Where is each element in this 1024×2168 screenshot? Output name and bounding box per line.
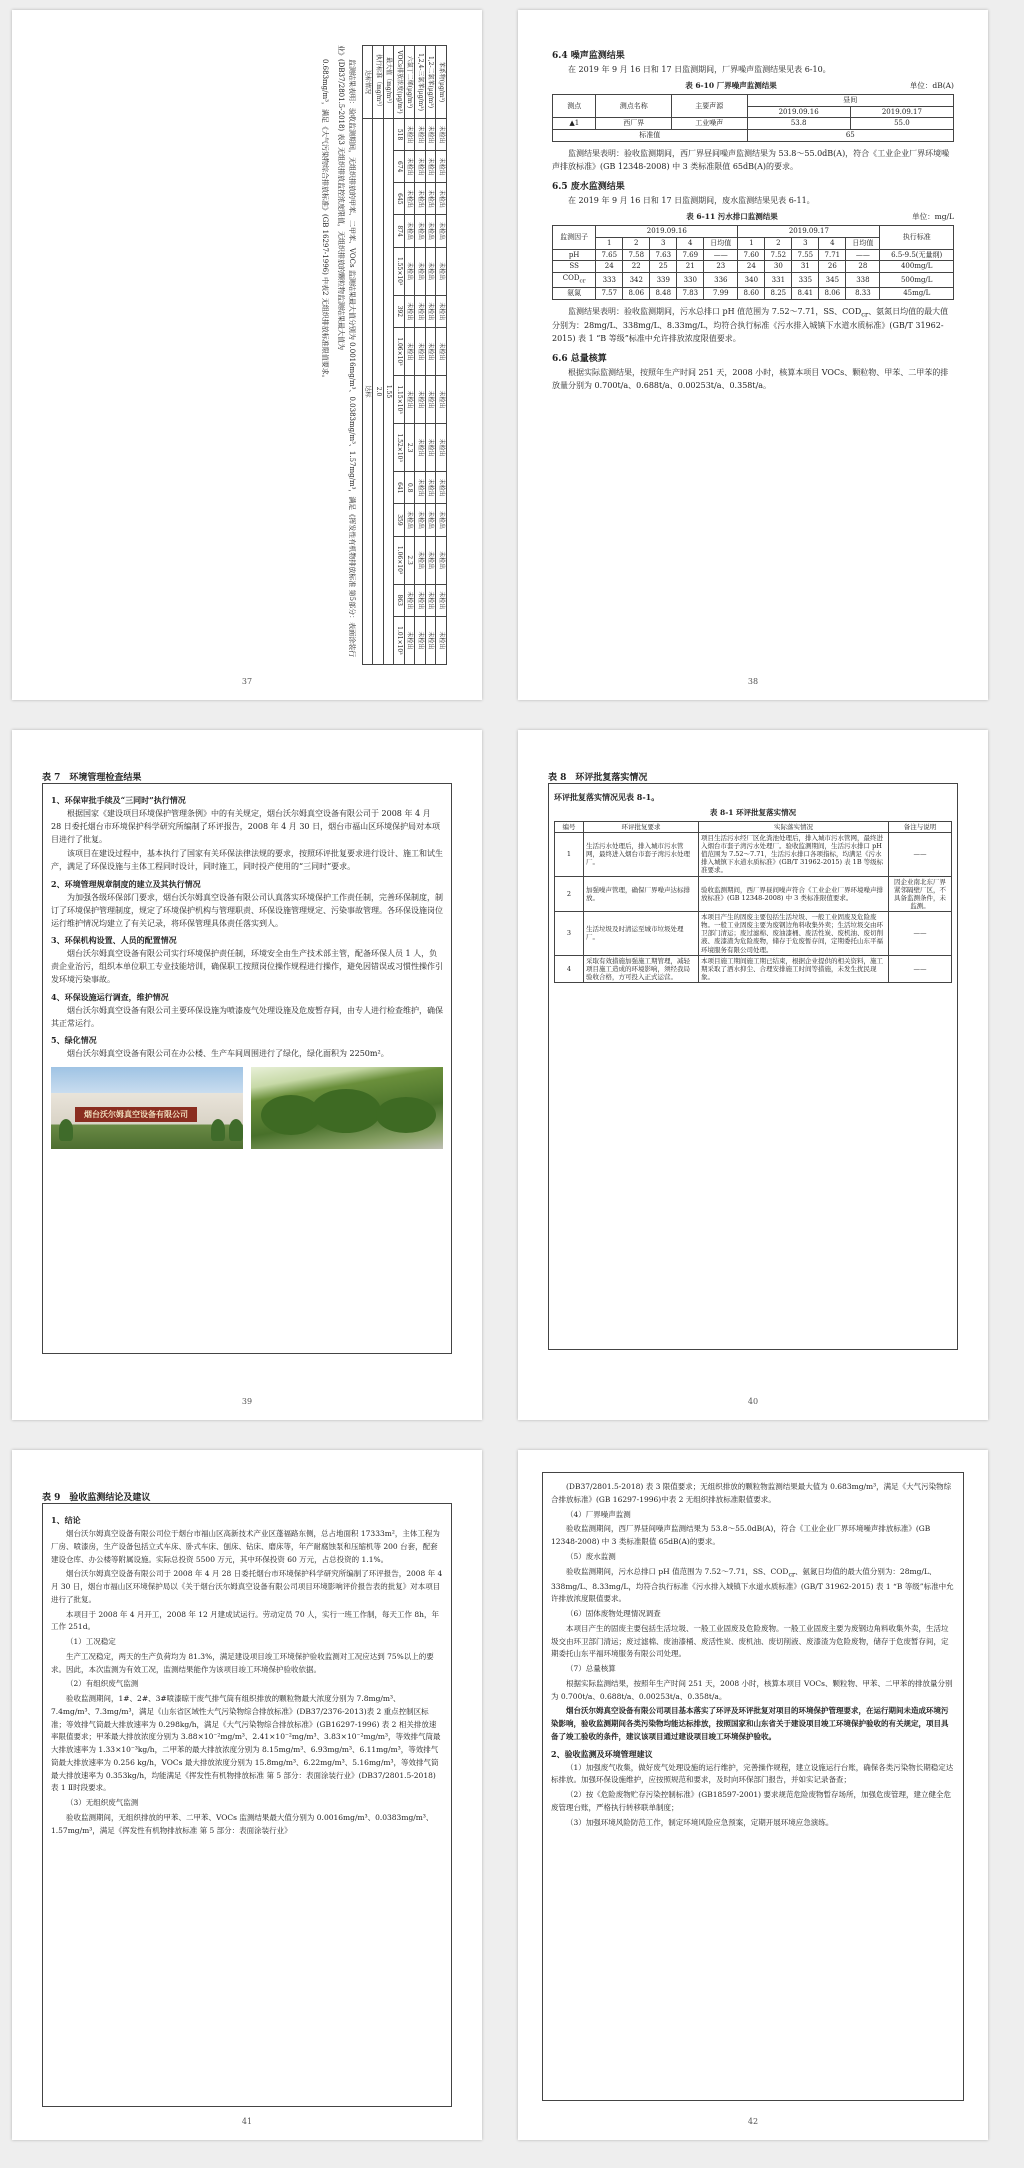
p4: 本项目产生的固废主要包括生活垃圾、一般工业固废及危险废物。一般工业固废主要为废钢边角料收集外卖，生活垃圾交由环卫部门清运；废过滤棉、废油漆桶、废活性炭、废机油、废切削液、废漆渣为危险废物，储存于危废暂存间，定期委托山东平福环境服务有限公司处理。 (551, 1623, 949, 1659)
page-37 (12, 10, 482, 700)
row-label: VOCs排放浓度(μg/m³) (394, 46, 405, 119)
th-avg: 日均值 (704, 237, 738, 249)
row-cell: 863 (394, 584, 405, 616)
approval-actual: 本项目产生的固废主要包括生活垃圾、一般工业固废及危险废物。一般工业固废主要为废钢边角料收集外卖；生活垃圾交由环卫部门清运；废过滤棉、废油漆桶、废活性炭、废机油、废切削液、废漆渣为危险废物，储存于危废暂存间，定期委托山东平福环境服务有限公司处理。 (699, 912, 889, 956)
row-cell: 未检出 (426, 183, 437, 215)
water-value: 7.57 (596, 287, 623, 299)
water-value: 330 (677, 273, 704, 288)
s5: 5、绿化情况 (51, 1035, 97, 1046)
water-value: 336 (704, 273, 738, 288)
conclusion: 烟台沃尔姆真空设备有限公司项目基本落实了环评及环评批复对项目的环境保护管理要求，在运行期间未造成环境污染影响，验收监测期间各类污染物均能达标排放，按照国家和山东省关于建设项目竣工环境保护验收的有关规定，项目具备了竣工验收的条件，建议该项目通过建设项目竣工环境保护验收。 (551, 1706, 949, 1741)
row-cell: 1.55×10³ (394, 247, 405, 295)
s1-p1: 根据国家《建设项目环境保护管理条例》中的有关规定，烟台沃尔姆真空设备有限公司于 2008 年 4 月 28 日委托烟台市环境保护科学研究所编制了环评报告，2008 年 4 月 30 日，烟台市福山区环境保护局对本项目进行了批复。 (51, 809, 441, 844)
noise-cell: 55.0 (850, 118, 953, 130)
bush-shape (376, 1097, 436, 1133)
sub2: （2）有组织废气监测 (66, 1679, 139, 1689)
water-value: 7.60 (738, 249, 765, 261)
approval-actual: 验收监测期间，西厂界昼间噪声符合《工业企业厂界环境噪声排放标准》(GB 12348-2008) 中 3 类标准限值要求。 (699, 876, 889, 912)
s1: 1、环保审批手续及“三同时”执行情况 (51, 795, 186, 805)
row-cell: 未检出 (436, 424, 447, 472)
water-table (552, 225, 954, 299)
page-41 (12, 1450, 482, 2140)
section-noise: 6.4 噪声监测结果 (552, 51, 625, 61)
approval-actual: 项目生活污水经厂区化粪池处理后，排入城市污水管网，最终进入烟台市套子湾污水处理厂。验收监测期间，生活污水排口 pH 值范围为 7.52～7.71，生活污水排口各项指标，均满足《污水排入城镇下水道水质标准》(GB/T 31962-2015) 表 1B 等级标准要求。 (699, 832, 889, 876)
p5: 根据实际监测结果，按照年生产时间 251 天，2008 小时，核算本项目 VOCs、颗粒物、甲苯、二甲苯的排放量分别为 0.700t/a、0.688t/a、0.00253t/a、0.358t/a。 (551, 1678, 953, 1701)
approval-note: —— (889, 912, 952, 956)
th-n: 4 (819, 237, 846, 249)
s1-p2: 该项目在建设过程中，基本执行了国家有关环保法律法规的要求，按照环评批复要求进行设计、施工和试生产，满足了环保设施与主体工程同时设计，同时施工，同时投产使用的“三同时”要求。 (51, 849, 443, 872)
sub4: （4）厂界噪声监测 (566, 1509, 631, 1519)
water-value: 338 (846, 273, 880, 288)
approval-note: —— (889, 955, 952, 982)
th-n: 2 (623, 237, 650, 249)
total-text: 根据实际监测结果，按照年生产时间 251 天，2008 小时，核算本项目 VOCs、颗粒物、甲苯、二甲苯的排放量分别为 0.700t/a、0.688t/a、0.00253t/a、0.358t/a。 (552, 368, 949, 391)
row-cell: 达标 (363, 119, 374, 665)
th-point: 测点 (553, 94, 596, 118)
page-42 (518, 1450, 988, 2140)
water-value: 24 (738, 261, 765, 273)
voc-row (373, 46, 384, 665)
row-cell: 0.8 (405, 472, 416, 504)
voc-table (362, 45, 447, 665)
row-cell: 未检出 (415, 183, 426, 215)
row-cell: 2.0 (373, 119, 384, 665)
page-40 (518, 730, 988, 1420)
p4: 生产工况稳定，两天的生产负荷均为 81.3%，满足建设项目竣工环境保护验收监测对工况应达到 75%以上的要求。因此，本次监测为有效工况，监测结果能作为该项目竣工环境保护验收依据。 (51, 1651, 434, 1674)
th-factor: 监测因子 (553, 226, 596, 250)
th-no: 编号 (555, 821, 584, 832)
row-cell: 未检出 (436, 183, 447, 215)
water-value: 345 (819, 273, 846, 288)
s3: 3、环保机构设置、人员的配置情况 (51, 935, 177, 946)
water-value: 7.99 (704, 287, 738, 299)
th-point-name: 测点名称 (596, 94, 672, 118)
water-value: 339 (650, 273, 677, 288)
water-factor: pH (553, 249, 596, 261)
water-factor: SS (553, 261, 596, 273)
water-value: 8.60 (738, 287, 765, 299)
company-sign: 烟台沃尔姆真空设备有限公司 (75, 1107, 197, 1122)
water-value: 335 (792, 273, 819, 288)
th-n: 3 (650, 237, 677, 249)
approval-caption: 表 8-1 环评批复落实情况 (709, 807, 797, 817)
s5-p: 烟台沃尔姆真空设备有限公司在办公楼、生产车间周围进行了绿化，绿化面积为 2250m²。 (67, 1049, 389, 1059)
water-value: 8.41 (792, 287, 819, 299)
sub1: （1）工况稳定 (66, 1637, 116, 1646)
page-number: 38 (747, 677, 759, 686)
row-cell: 641 (394, 472, 405, 504)
row-cell: 392 (394, 295, 405, 327)
th-n: 2 (765, 237, 792, 249)
row-cell: 未检出 (436, 327, 447, 375)
th-date1: 2019.09.16 (747, 106, 850, 118)
water-std: 45mg/L (880, 287, 954, 299)
water-value: 31 (792, 261, 819, 273)
row-cell: 未检出 (426, 295, 437, 327)
approval-row (555, 832, 952, 876)
p1: (DB37/2801.5-2018) 表 3 限值要求；无组织排放的颗粒物监测结果最大值为 0.683mg/m³，满足《大气污染物综合排放标准》(GB 16297-1996)中表 2 无组织排放标准限值要求。 (551, 1482, 952, 1504)
management-box (42, 783, 452, 1354)
sub7: （7）总量核算 (566, 1664, 616, 1674)
row-cell: 未检出 (415, 151, 426, 183)
p3: 本项目于 2008 年 4 月开工，2008 年 12 月建成试运行。劳动定员 70 人，实行一班工作制，每天工作 8h，年工作 251d。 (51, 1609, 439, 1632)
voc-row (436, 46, 447, 665)
rotated-table-block (47, 45, 447, 665)
approval-row (555, 955, 952, 982)
approval-note: —— (889, 832, 952, 876)
noise-cell: 53.8 (747, 118, 850, 130)
noise-table (552, 94, 954, 142)
th-req: 环评批复要求 (584, 821, 699, 832)
th-n: 4 (677, 237, 704, 249)
row-cell: 未检出 (415, 295, 426, 327)
voc-row (394, 46, 405, 665)
row-cell: 未检出 (426, 327, 437, 375)
row-cell: 未检出 (426, 504, 437, 536)
water-value: 7.63 (650, 249, 677, 261)
water-caption-text: 表 6-11 污水排口监测结果 (686, 212, 778, 222)
water-value: 333 (596, 273, 623, 288)
row-cell: 1.52×10³ (394, 424, 405, 472)
row-cell: 未检出 (405, 584, 416, 616)
approval-row (555, 912, 952, 956)
row-cell: 未检出 (436, 295, 447, 327)
voc-row (384, 46, 395, 665)
voc-row (363, 46, 374, 665)
row-cell: 未检出 (405, 504, 416, 536)
p37-note-1: 监测结果表明：验收监测期间，无组织排放的甲苯、二甲苯、VOCs 监测结果最大值分别为 0.0016mg/m³、0.0383mg/m³、1.57mg/m³，满足《挥发性有机物排放标准 第5部分：表面涂装行业》(DB37/2801.5-2018) 表3 无组织排放监控浓度限值，无组织排放的颗粒物监测结果最大值为 (337, 45, 356, 658)
water-value: 7.83 (677, 287, 704, 299)
page-number: 42 (747, 2117, 759, 2126)
water-value: 7.58 (623, 249, 650, 261)
tree-icon (229, 1119, 243, 1141)
noise-unit: 单位：dB(A) (909, 80, 954, 90)
noise-caption (552, 80, 954, 91)
water-row (553, 287, 954, 299)
noise-caption-text: 表 6-10 厂界噪声监测结果 (685, 80, 777, 90)
water-value: 7.71 (819, 249, 846, 261)
row-label: 1,2-二氯苯(μg/m³) (426, 46, 437, 119)
p1: 烟台沃尔姆真空设备有限公司位于烟台市福山区高新技术产业区蓬福路东侧，总占地面积 17333m²，主体工程为厂房、喷漆房，生产设备包括立式车床、卧式车床、刨床、钻床、磨床等，年产耐腐蚀泵和压缩机等 200 台套，配套建设仓库、办公楼等附属设施。实际总投资 5500 万元，其中环保投资 60 万元，占总投资的 1.1%。 (51, 1529, 440, 1564)
water-value: 8.48 (650, 287, 677, 299)
row-cell: 1.06×10³ (394, 536, 405, 584)
row-cell: 未检出 (436, 151, 447, 183)
voc-row (415, 46, 426, 665)
approval-req: 生活污水处理后，排入城市污水管网，最终进入烟台市套子湾污水处理厂。 (584, 832, 699, 876)
row-cell: 未检出 (436, 119, 447, 151)
row-cell: 未检出 (426, 376, 437, 424)
p2: 烟台沃尔姆真空设备有限公司于 2008 年 4 月 28 日委托烟台市环境保护科学研究所编制了环评报告，2008 年 4 月 30 日，烟台市福山区环境保护局以《关于烟台沃尔姆真空设备有限公司项目环境影响评价报告表的批复》对本项目进行了批复。 (51, 1569, 443, 1604)
row-cell: 未检出 (405, 215, 416, 247)
page-number: 37 (241, 677, 253, 686)
row-cell: 未检出 (405, 247, 416, 295)
row-cell: 645 (394, 183, 405, 215)
page-number: 41 (241, 2117, 253, 2126)
voc-row (426, 46, 437, 665)
row-cell: 未检出 (436, 536, 447, 584)
row-label: 达标情况 (363, 46, 374, 119)
water-value: 26 (819, 261, 846, 273)
p6: 验收监测期间，无组织排放的甲苯、二甲苯、VOCs 监测结果最大值分别为 0.0016mg/m³、0.0383mg/m³、1.57mg/m³，满足《挥发性有机物排放标准 第 5 部分：表面涂装行业》 (51, 1812, 434, 1835)
approval-row (555, 876, 952, 912)
approval-req: 加强噪声管理，确保厂界噪声达标排放。 (584, 876, 699, 912)
r1: （1）加强废气收集，做好废气处理设施的运行维护，完善操作规程，建立设施运行台账，确保各类污染物长期稳定达标排放。加强环保设施维护，应按照规范和要求，及时向环保部门报告，并如实记录备查； (551, 1762, 954, 1785)
row-cell: 未检出 (415, 424, 426, 472)
s1: 1、结论 (51, 1515, 81, 1525)
noise-std: 65 (747, 130, 953, 142)
water-value: 23 (704, 261, 738, 273)
noise-cell: 工业噪声 (672, 118, 748, 130)
s2: 2、验收监测及环境管理建议 (551, 1748, 653, 1759)
row-cell: 未检出 (415, 215, 426, 247)
th-wdate2: 2019.09.17 (738, 226, 880, 238)
row-cell: 未检出 (436, 584, 447, 616)
row-label: 执行标准（mg/m³） (373, 46, 384, 119)
water-row (553, 261, 954, 273)
s2-p: 为加强各级环保部门要求，烟台沃尔姆真空设备有限公司认真落实环境保护工作责任制，完善环保制度，制订了环境保护管理制度，规定了环境保护机构与管理职责、环保设施管理规定、污染事故管理。各环保设施岗位运行维护情况均建立了有关记录，将环保管理具体责任落实到人。 (51, 892, 443, 928)
water-value: 331 (765, 273, 792, 288)
s4: 4、环保设施运行调查，维护情况 (51, 991, 169, 1002)
noise-cell: ▲1 (553, 118, 596, 130)
th-std: 执行标准 (880, 226, 954, 250)
approval-req: 采取有效措施加强施工期管理，减轻项目施工造成的环境影响，须经我局验收合格，方可投入正式运营。 (584, 955, 699, 982)
row-cell: 未检出 (436, 215, 447, 247)
water-value: 8.06 (623, 287, 650, 299)
row-cell: 未检出 (415, 119, 426, 151)
row-cell: 1.01×10³ (394, 616, 405, 664)
row-label: 1,2,4-三氯苯(μg/m³) (415, 46, 426, 119)
noise-intro: 在 2019 年 9 月 16 日和 17 日监测期间，厂界噪声监测结果见表 6-10。 (568, 65, 831, 74)
water-std: 400mg/L (880, 261, 954, 273)
th-date2: 2019.09.17 (850, 106, 953, 118)
voc-row (405, 46, 416, 665)
th-avg: 日均值 (846, 237, 880, 249)
row-cell: 1.06×10³ (394, 327, 405, 375)
conclusion-box (42, 1503, 452, 2107)
approval-req: 生活垃圾及时清运至城市垃圾处理厂。 (584, 912, 699, 956)
page-number: 39 (241, 1397, 253, 1406)
water-value: —— (704, 249, 738, 261)
row-cell: 未检出 (426, 424, 437, 472)
row-cell: 未检出 (415, 616, 426, 664)
approval-actual: 本项目施工期间施工期已结束，根据企业提供的相关资料，施工期采取了洒水抑尘、合理安排施工时间等措施，未发生扰民现象。 (699, 955, 889, 982)
water-value: 30 (765, 261, 792, 273)
page-38 (518, 10, 988, 700)
water-value: 22 (623, 261, 650, 273)
row-cell: 未检出 (436, 472, 447, 504)
approval-no: 3 (555, 912, 584, 956)
row-cell: 518 (394, 119, 405, 151)
row-cell: 未检出 (405, 616, 416, 664)
approval-intro: 环评批复落实情况见表 8-1。 (554, 792, 660, 802)
water-value: 7.55 (792, 249, 819, 261)
page-39 (12, 730, 482, 1420)
row-cell: 未检出 (426, 215, 437, 247)
approval-table (554, 821, 952, 983)
s4-p: 烟台沃尔姆真空设备有限公司主要环保设施为喷漆废气处理设施及危废暂存间，由专人进行检查维护，确保其正常运行。 (51, 1005, 443, 1028)
th-wdate1: 2019.09.16 (596, 226, 738, 238)
r3: （3）加强环境风险防范工作，制定环境风险应急预案，定期开展环境应急演练。 (566, 1817, 834, 1827)
page-number: 40 (747, 1397, 759, 1406)
water-value: 25 (650, 261, 677, 273)
noise-result: 监测结果表明：验收监测期间，西厂界昼间噪声监测结果为 53.8～55.0dB(A)，符合《工业企业厂界环境噪声排放标准》(GB 12348-2008) 中 3 类标准限值 65dB(A)的要求。 (552, 148, 950, 171)
row-cell: 未检出 (405, 119, 416, 151)
row-cell: 未检出 (415, 247, 426, 295)
greening-photos (51, 1067, 443, 1149)
row-cell: 674 (394, 151, 405, 183)
water-value: —— (846, 249, 880, 261)
section-total: 6.6 总量核算 (552, 354, 607, 365)
row-cell: 未检出 (415, 327, 426, 375)
row-cell: 未检出 (415, 472, 426, 504)
water-factor: 氨氮 (553, 287, 596, 299)
row-cell: 1.15×10³ (394, 376, 405, 424)
row-cell: 未检出 (426, 119, 437, 151)
p3: 验收监测期间，污水总排口 pH 值范围为 7.52～7.71，SS、$COD_{cr}$、氨氮日均值的最大值分别为：28mg/L、338mg/L、8.33mg/L，均符合执行标准《污水排入城镇下水道水质标准》(GB/T 31962-2015) 表 1 “B 等级”标准中允许排放浓度限值要求。 (551, 1566, 954, 1604)
row-label: 苯系物(μg/m³) (436, 46, 447, 119)
water-value: 7.65 (596, 249, 623, 261)
sub3: （3）无组织废气监测 (66, 1798, 139, 1807)
th-source: 主要声源 (672, 94, 748, 118)
approval-note: 因企业南北东厂界紧邻隔壁厂区，不具备监测条件，未监测。 (889, 876, 952, 912)
water-row (553, 273, 954, 288)
approval-no: 1 (555, 832, 584, 876)
row-cell: 未检出 (415, 376, 426, 424)
water-factor: $COD_{cr}$ (553, 273, 596, 288)
row-cell: 1.55 (384, 119, 395, 665)
s3-p: 烟台沃尔姆真空设备有限公司实行环境保护责任制，环境安全由生产技术部主管，配备环保人员 1 人，负责企业治污，组织本单位职工专业技能培训，确保职工按照岗位操作规程进行操作，避免因错误或习惯性操作引发环境污染事故。 (51, 949, 443, 984)
bush-shape (311, 1089, 381, 1133)
row-cell: 359 (394, 504, 405, 536)
water-std: 6.5-9.5(无量纲) (880, 249, 954, 261)
p2: 验收监测期间，西厂界昼间噪声监测结果为 53.8～55.0dB(A)，符合《工业企业厂界环境噪声排放标准》(GB 12348-2008) 中 3 类标准限值 65dB(A)的要求。 (551, 1524, 931, 1546)
row-cell: 未检出 (415, 504, 426, 536)
row-cell: 未检出 (436, 247, 447, 295)
th-n: 1 (596, 237, 623, 249)
water-caption (552, 211, 954, 222)
tree-icon (59, 1119, 73, 1141)
water-value: 8.25 (765, 287, 792, 299)
water-value: 8.33 (846, 287, 880, 299)
row-cell: 2.3 (405, 424, 416, 472)
row-cell: 未检出 (426, 536, 437, 584)
noise-cell: 西厂界 (596, 118, 672, 130)
water-intro: 在 2019 年 9 月 16 日和 17 日监测期间，废水监测结果见表 6-11。 (568, 196, 815, 206)
section-water: 6.5 废水监测结果 (552, 182, 625, 193)
row-cell: 未检出 (415, 584, 426, 616)
water-value: 28 (846, 261, 880, 273)
row-cell: 874 (394, 215, 405, 247)
row-cell: 2.3 (405, 536, 416, 584)
sub5: （5）废水监测 (566, 1551, 616, 1561)
water-value: 24 (596, 261, 623, 273)
sub6: （6）固体废物处理情况调查 (566, 1609, 661, 1619)
th-day: 昼间 (747, 94, 953, 106)
approval-no: 2 (555, 876, 584, 912)
row-cell: 未检出 (415, 536, 426, 584)
row-cell: 未检出 (405, 183, 416, 215)
th-note: 备注与说明 (889, 821, 952, 832)
row-cell: 未检出 (426, 151, 437, 183)
water-std: 500mg/L (880, 273, 954, 288)
water-value: 21 (677, 261, 704, 273)
approval-box (548, 783, 958, 1350)
water-value: 7.52 (765, 249, 792, 261)
table-title: 表 9 验收监测结论及建议 (42, 1493, 151, 1503)
approval-no: 4 (555, 955, 584, 982)
th-actual: 实际落实情况 (699, 821, 889, 832)
row-cell: 未检出 (405, 295, 416, 327)
noise-std-label: 标准值 (553, 130, 748, 142)
p5: 验收监测期间，1#、2#、3#喷漆晾干废气排气筒有组织排放的颗粒物最大浓度分别为 7.8mg/m³、7.4mg/m³、7.3mg/m³，满足《山东省区域性大气污染物综合排放标准》(DB37/2376-2013)表 2 重点控制区标准；等效排气筒最大排放速率为 0.298kg/h，满足《大气污染物综合排放标准》(GB16297-1996) 表 2 相关排放速率限值要求；甲苯最大排放浓度分别为 3.88×10⁻²mg/m³、2.41×10⁻²mg/m³、3.83×10⁻²mg/m³，等效排气筒最大排放速率为 1.33×10⁻³kg/h，二甲苯的最大排放浓度分别为 8.15mg/m³、6.93mg/m³、6.11mg/m³，等效排气筒最大排放速率为 0.256 kg/h，VOCs 最大排放浓度分别为 15.8mg/m³、6.22mg/m³、5.16mg/m³，等效排气筒最大排放速率为 0.353kg/h，均能满足《挥发性有机物排放标准 第 5 部分：表面涂装行业》(DB37/2801.5-2018) 表 1 Ⅱ时段要求。 (51, 1694, 441, 1793)
row-cell: 未检出 (436, 616, 447, 664)
table-title: 表 8 环评批复落实情况 (548, 773, 648, 783)
th-n: 1 (738, 237, 765, 249)
row-cell: 未检出 (436, 376, 447, 424)
water-value: 342 (623, 273, 650, 288)
photo-building-sign (51, 1067, 243, 1149)
water-value: 8.06 (819, 287, 846, 299)
row-cell: 未检出 (405, 151, 416, 183)
row-cell: 未检出 (405, 376, 416, 424)
row-cell: 未检出 (426, 584, 437, 616)
s2: 2、环境管理规章制度的建立及其执行情况 (51, 878, 201, 889)
row-cell: 未检出 (436, 504, 447, 536)
row-cell: 未检出 (405, 327, 416, 375)
water-value: 340 (738, 273, 765, 288)
water-row (553, 249, 954, 261)
row-cell: 未检出 (426, 247, 437, 295)
p37-note-2: 0.683mg/m³，满足《大气污染物综合排放标准》(GB 16297-1996) 中表2 无组织排放标准限值要求。 (321, 59, 330, 382)
row-cell: 未检出 (426, 472, 437, 504)
row-cell: 未检出 (426, 616, 437, 664)
r2: （2）按《危险废物贮存污染控制标准》(GB18597-2001) 要求规范危险废物暂存场所，加强危废管理，建立健全危废管理台账，严格执行转移联单制度； (551, 1790, 951, 1812)
photo-greenery (251, 1067, 443, 1149)
th-n: 3 (792, 237, 819, 249)
conclusion-box-cont (542, 1472, 964, 2101)
row-label: 最大值（mg/m³） (384, 46, 395, 119)
row-label: 六氯丁二烯(μg/m³) (405, 46, 416, 119)
tree-icon (211, 1119, 225, 1141)
water-result: 监测结果表明：验收监测期间，污水总排口 pH 值范围为 7.52～7.71，SS、$COD_{cr}$、氨氮日均值的最大值分别为：28mg/L、338mg/L、8.33mg/L，均符合执行标准《污水排入城镇下水道水质标准》(GB/T 31962-2015) 表 1 “B 等级”标准中允许排放浓度限值要求。 (552, 306, 949, 343)
table-title: 表 7 环境管理检查结果 (42, 773, 142, 783)
water-value: 7.69 (677, 249, 704, 261)
water-unit: 单位：mg/L (912, 212, 954, 222)
